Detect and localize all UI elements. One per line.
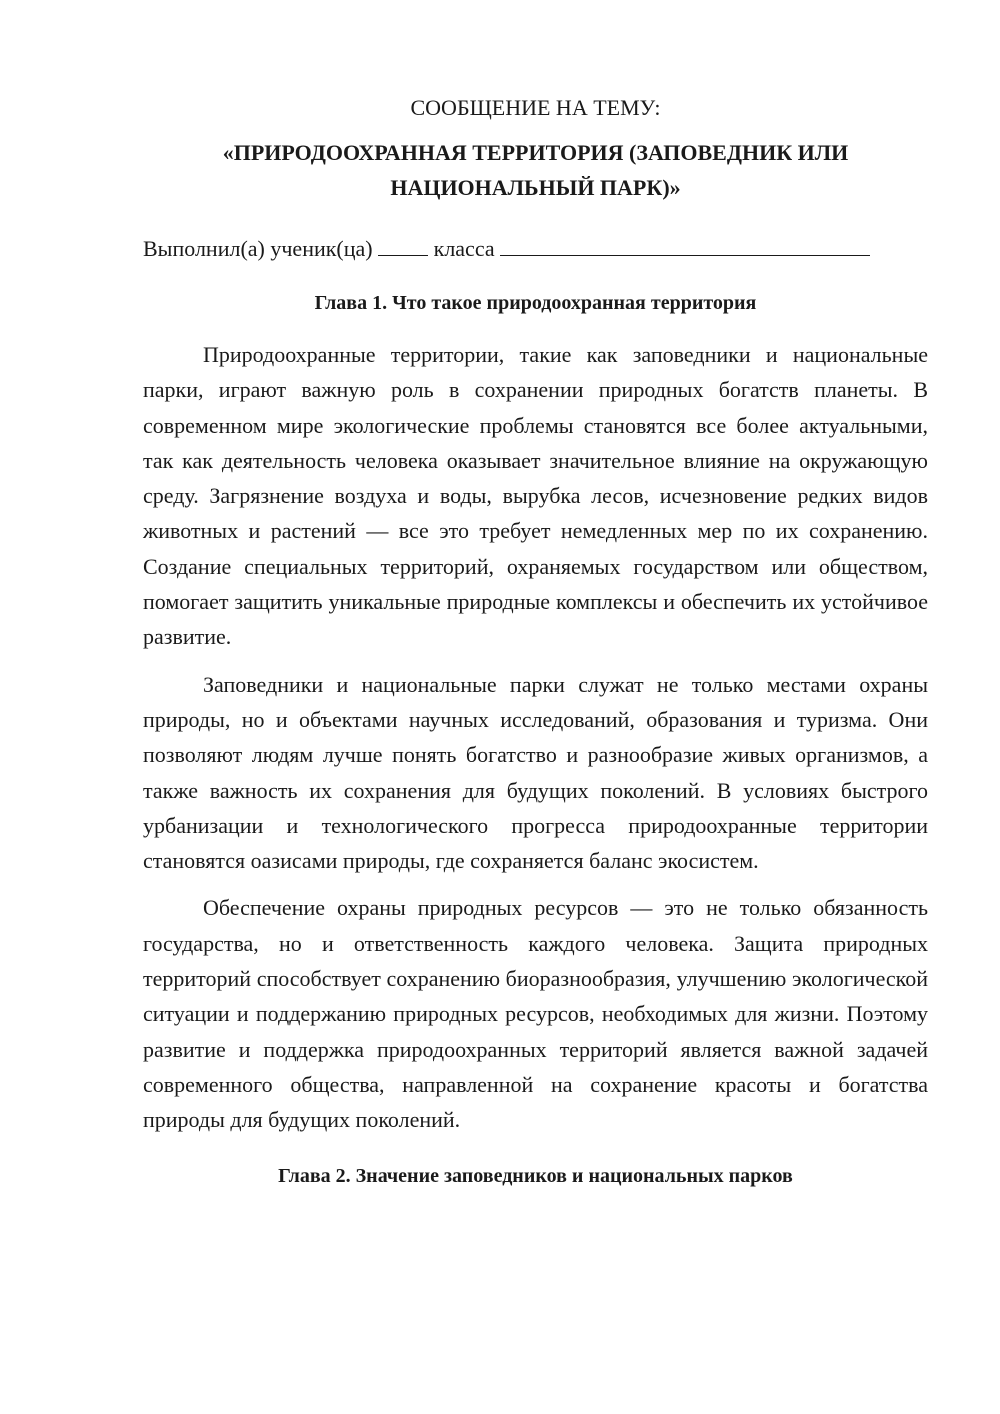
chapter-1-paragraph-2: Заповедники и национальные парки служат не только местами охраны природы, но и объектами научных исследований, образования и туризма. Они позволяют людям лучше понять богатство и разнообразие живых организмов, а также важность их сохранения для будущих поколений. В условиях быстрого урбанизации и технологического прогресса природоохранные территории становятся оазисами природы, где сохраняется баланс экосистем. xyxy=(143,671,928,874)
chapter-1-paragraph-3: Обеспечение охраны природных ресурсов — это не только обязанность государства, но и ответственность каждого человека. Защита природных территорий способствует сохранению биоразнообразия, улучшению экологической ситуации и поддержанию природных ресурсов, необходимых для жизни. Поэтому развитие и поддержка природоохранных территорий является важной задачей современного общества, направленной на сохранение красоты и богатства природы для будущих поколений. xyxy=(143,895,928,1133)
chapter-1-paragraph-1: Природоохранные территории, такие как заповедники и национальные парки, играют важную роль в сохранении природных богатств планеты. В современном мире экологические проблемы становятся все более актуальными, так как деятельность человека оказывает значительное влияние на окружающую среду. Загрязнение воздуха и воды, вырубка лесов, исчезновение редких видов животных и растений — все это требует немедленных мер по их сохранению. Создание специальных территорий, охраняемых государством или обществом, помогает защитить уникальные природные комплексы и обеспечить их устойчивое развитие. xyxy=(143,342,928,650)
chapter-1-heading: Глава 1. Что такое природоохранная территория xyxy=(314,292,757,314)
chapter-2-heading: Глава 2. Значение заповедников и национальных парков xyxy=(278,1164,793,1187)
grade-blank xyxy=(378,233,428,256)
author-prefix: Выполнил(а) ученик(ца) xyxy=(143,236,373,261)
author-line xyxy=(143,231,928,266)
name-blank xyxy=(500,233,870,256)
document-title: «ПРИРОДООХРАННАЯ ТЕРРИТОРИЯ (ЗАПОВЕДНИК ИЛИ НАЦИОНАЛЬНЫЙ ПАРК)» xyxy=(222,140,849,200)
document-page xyxy=(143,90,928,1194)
class-word: класса xyxy=(433,236,495,261)
subject-line: СООБЩЕНИЕ НА ТЕМУ: xyxy=(410,95,661,120)
